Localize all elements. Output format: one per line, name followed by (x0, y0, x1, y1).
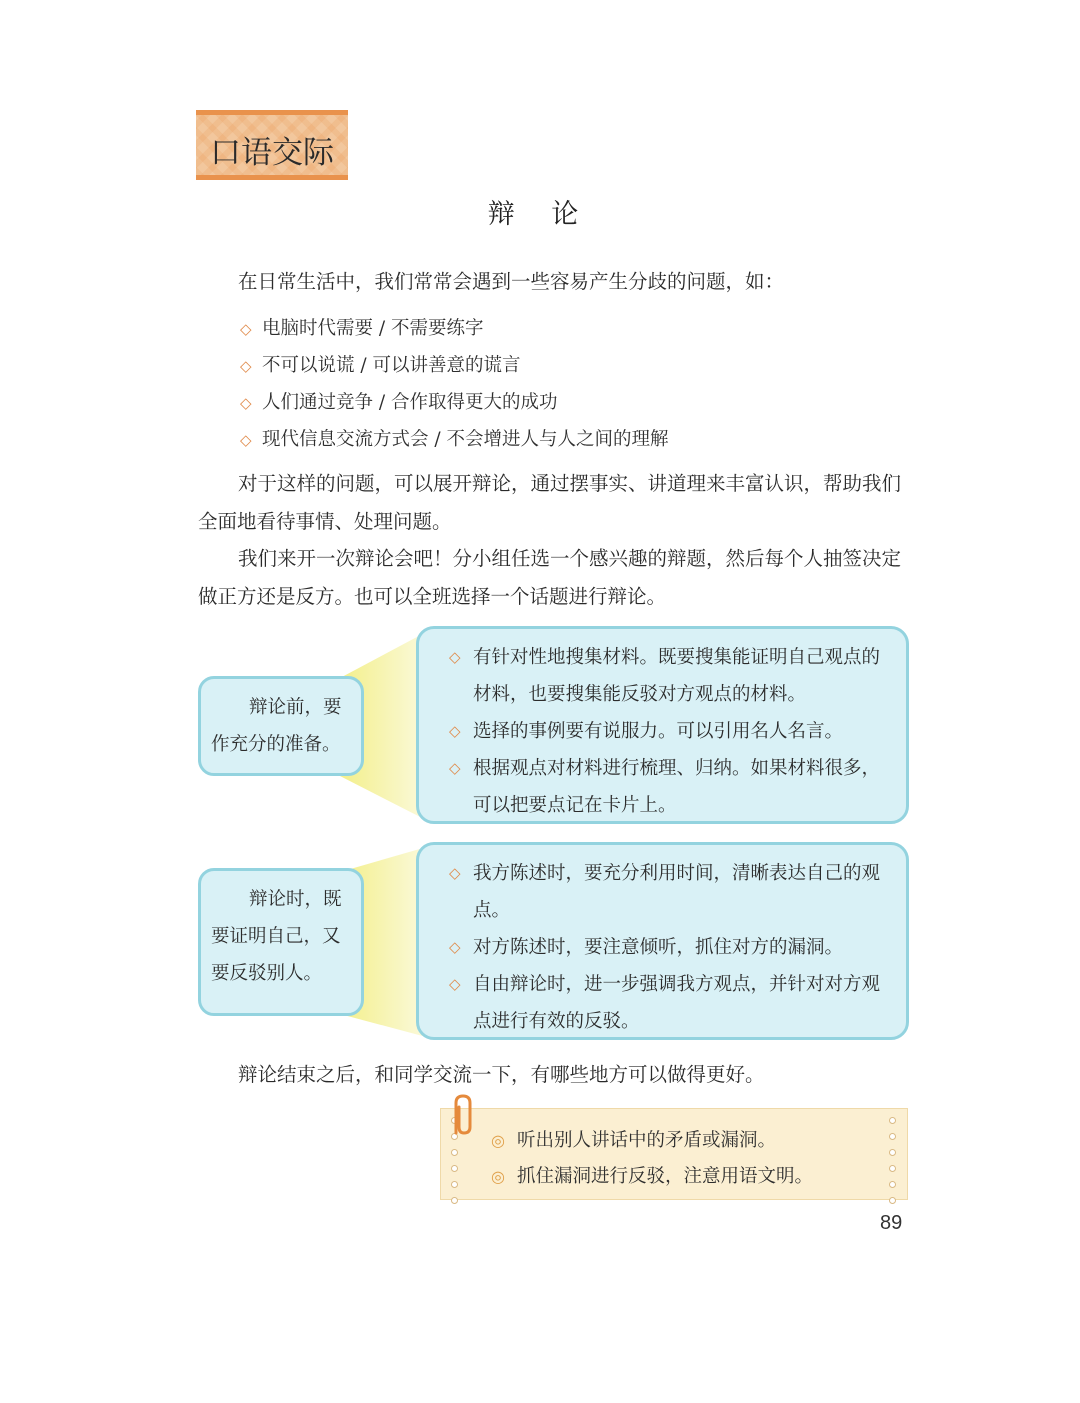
list-item: ◎ 听出别人讲话中的矛盾或漏洞。 (491, 1123, 776, 1159)
diamond-bullet-icon: ◇ (449, 722, 461, 740)
intro-paragraph (198, 263, 918, 301)
diamond-bullet-icon: ◇ (449, 648, 461, 666)
diamond-bullet-icon: ◇ (240, 431, 252, 449)
page-title: 辩 论 (487, 199, 593, 230)
paragraph-2: 对于这样的问题，可以展开辩论，通过摆事实、讲道理来丰富认识，帮助我们全面地看待事情、处理问题。 (198, 472, 902, 533)
list-item: ◇ 不可以说谎 / 可以讲善意的谎言 (240, 347, 669, 384)
list-item: ◎ 抓住漏洞进行反驳，注意用语文明。 (491, 1159, 813, 1195)
callout-label-during: 辩论时，既要证明自己，又要反驳别人。 (198, 868, 364, 1016)
section-badge (196, 110, 348, 180)
list-item: ◇ 根据观点对材料进行梳理、归纳。如果材料很多，可以把要点记在卡片上。 (449, 750, 896, 824)
tip-note (440, 1108, 908, 1200)
diamond-bullet-icon: ◇ (449, 938, 461, 956)
diamond-bullet-icon: ◇ (449, 864, 461, 882)
diamond-bullet-icon: ◇ (240, 394, 252, 412)
section-badge-label: 口语交际 (210, 135, 334, 171)
paragraph-3: 我们来开一次辩论会吧！分小组任选一个感兴趣的辩题，然后每个人抽签决定做正方还是反方。也可以全班选择一个话题进行辩论。 (198, 547, 902, 608)
list-item: ◇ 自由辩论时，进一步强调我方观点，并针对对方观点进行有效的反驳。 (449, 966, 896, 1040)
binder-holes (889, 1117, 897, 1191)
diamond-bullet-icon: ◇ (240, 320, 252, 338)
list-item: ◇ 选择的事例要有说服力。可以引用名人名言。 (449, 713, 896, 750)
circle-bullet-icon: ◎ (491, 1131, 505, 1150)
paragraph-4: 辩论结束之后，和同学交流一下，有哪些地方可以做得更好。 (238, 1063, 765, 1086)
list-item: ◇ 人们通过竞争 / 合作取得更大的成功 (240, 384, 669, 421)
callout-label-before: 辩论前，要作充分的准备。 (198, 676, 364, 776)
callout-tips-before (416, 626, 909, 824)
intro-text: 在日常生活中，我们常常会遇到一些容易产生分歧的问题，如： (238, 270, 785, 293)
paperclip-icon (446, 1093, 480, 1141)
list-item: ◇ 对方陈述时，要注意倾听，抓住对方的漏洞。 (449, 929, 896, 966)
topic-list (240, 310, 669, 458)
callout-tips-during (416, 842, 909, 1040)
diamond-bullet-icon: ◇ (240, 357, 252, 375)
diamond-bullet-icon: ◇ (449, 975, 461, 993)
list-item: ◇ 我方陈述时，要充分利用时间，清晰表达自己的观点。 (449, 855, 896, 929)
diamond-bullet-icon: ◇ (449, 759, 461, 777)
circle-bullet-icon: ◎ (491, 1167, 505, 1186)
list-item: ◇ 有针对性地搜集材料。既要搜集能证明自己观点的材料，也要搜集能反驳对方观点的材料。 (449, 639, 896, 713)
list-item: ◇ 电脑时代需要 / 不需要练字 (240, 310, 669, 347)
page-number: 89 (880, 1212, 903, 1234)
list-item: ◇ 现代信息交流方式会 / 不会增进人与人之间的理解 (240, 421, 669, 458)
